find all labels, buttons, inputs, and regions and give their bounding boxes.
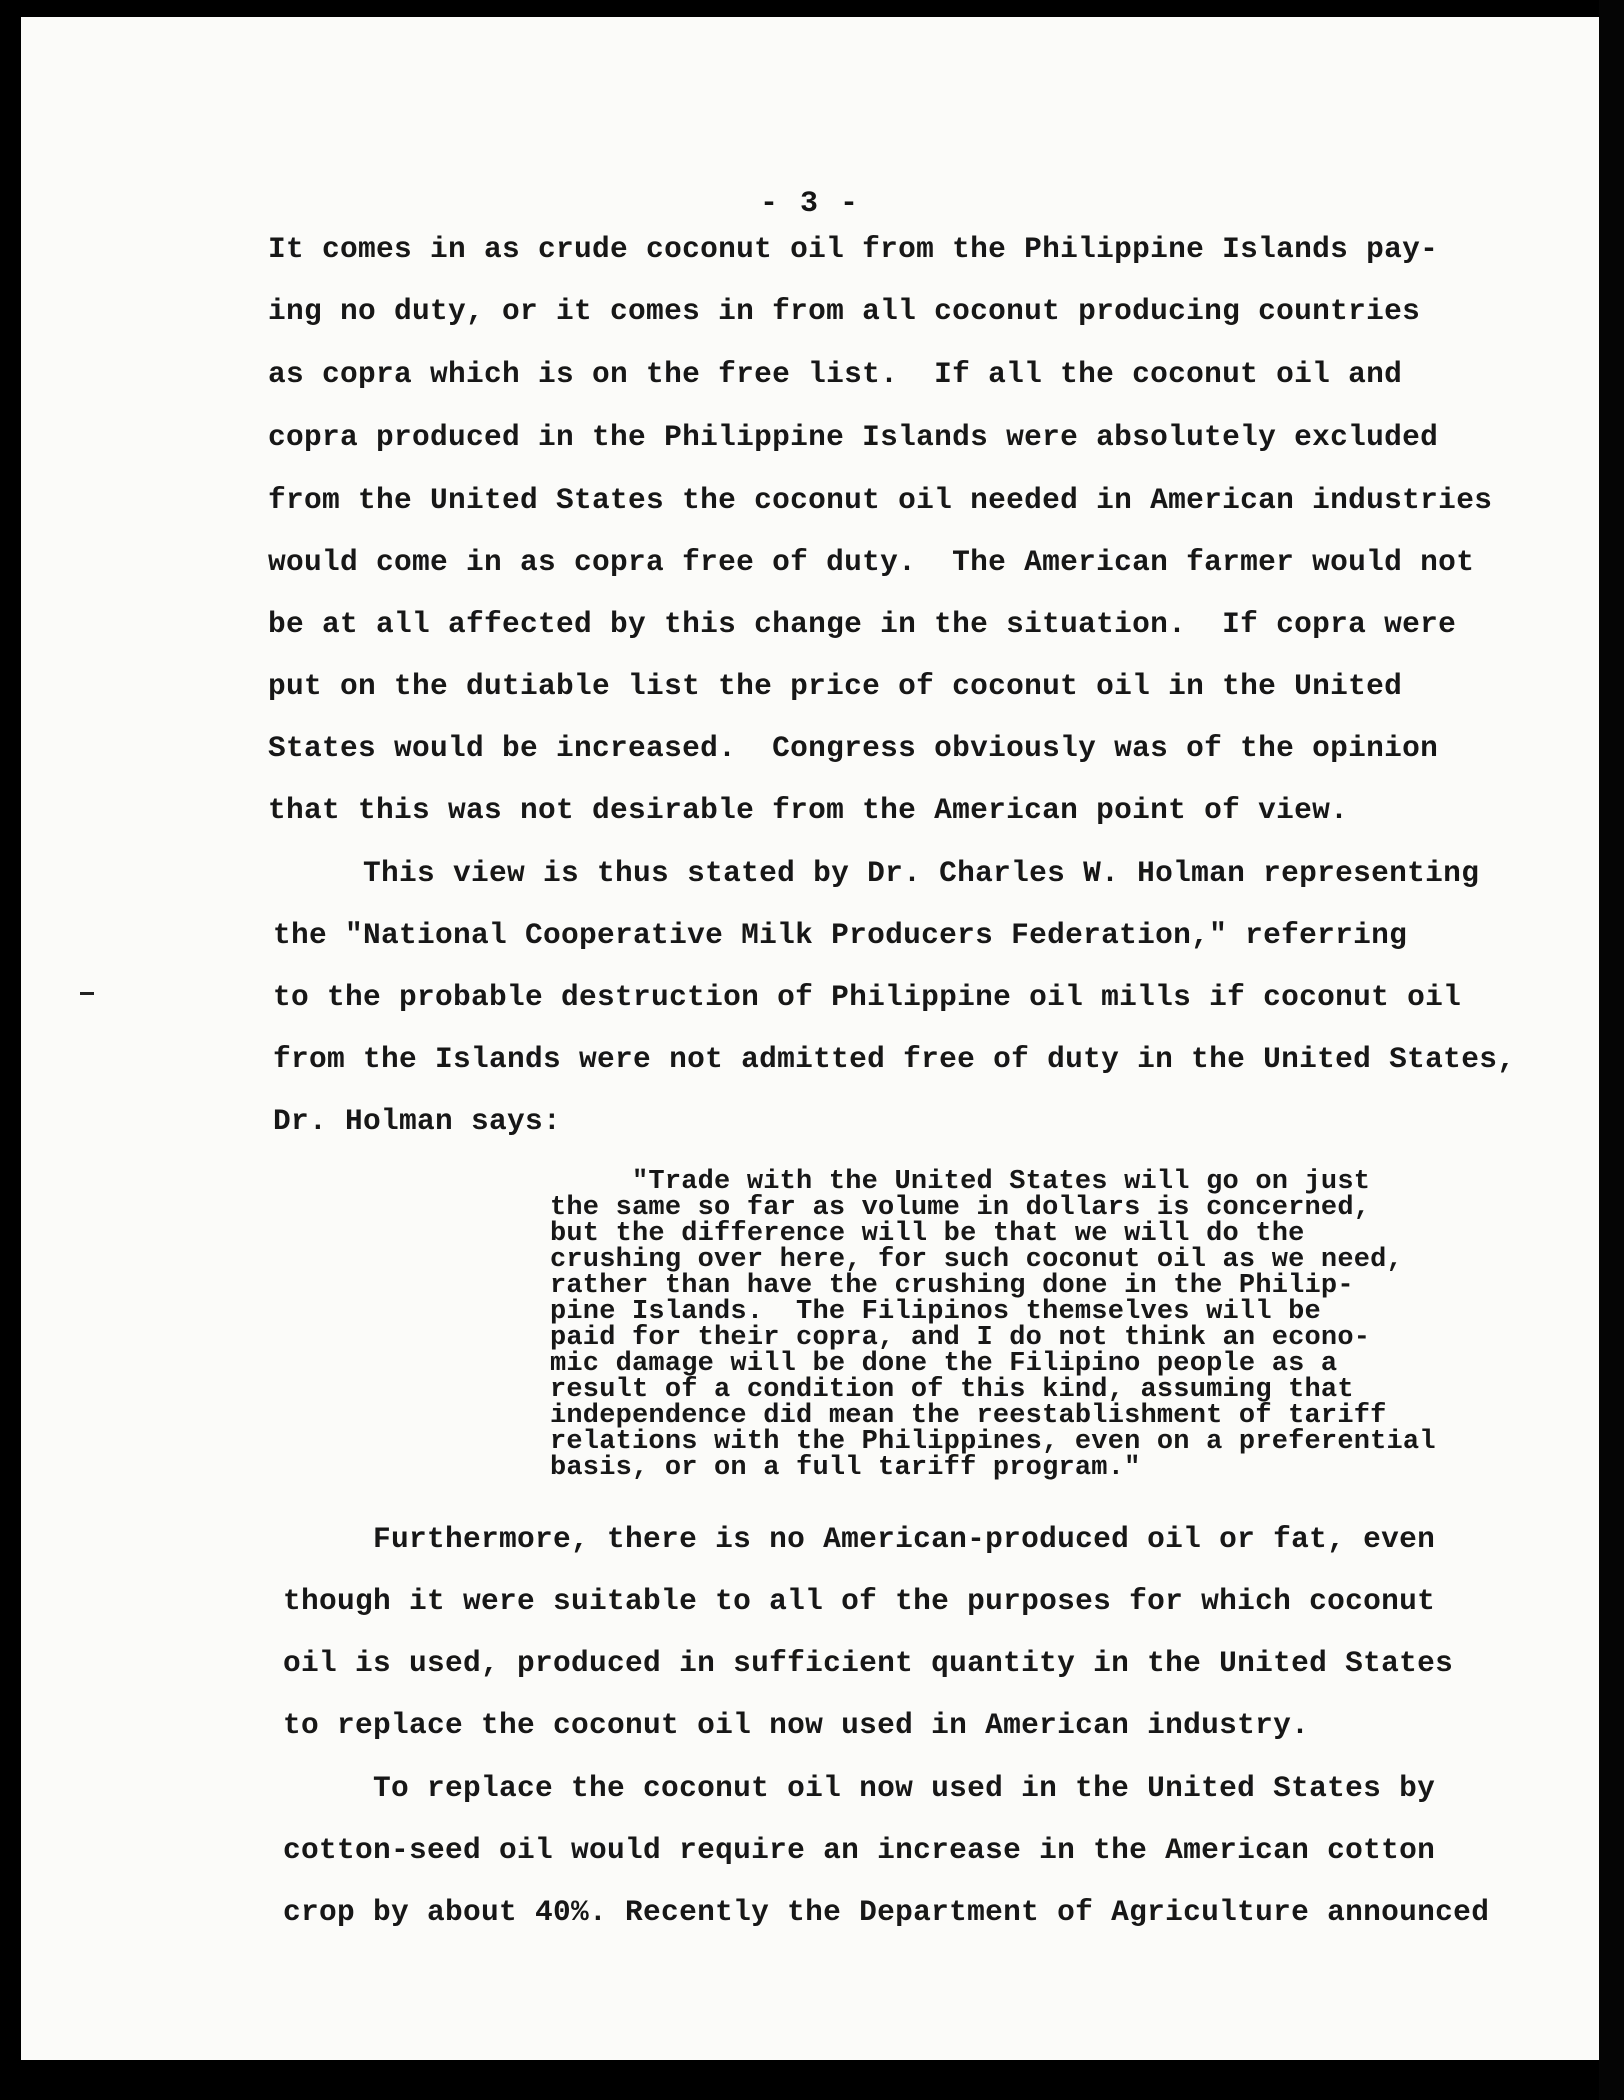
- body-line: It comes in as crude coconut oil from the Philippine Islands pay-: [268, 232, 1439, 266]
- quote-line: pine Islands. The Filipinos themselves will be: [550, 1297, 1321, 1327]
- body-line: States would be increased. Congress obviously was of the opinion: [268, 731, 1439, 765]
- body-line: To replace the coconut oil now used in the United States by: [283, 1771, 1436, 1805]
- quote-line: independence did mean the reestablishment of tariff: [550, 1401, 1387, 1431]
- quote-line: rather than have the crushing done in the Philip-: [550, 1271, 1354, 1301]
- quote-line: the same so far as volume in dollars is concerned,: [550, 1193, 1371, 1223]
- body-line: to replace the coconut oil now used in American industry.: [283, 1708, 1310, 1742]
- document-page: [21, 17, 1599, 2060]
- body-line: as copra which is on the free list. If all the coconut oil and: [268, 357, 1403, 391]
- margin-mark: [80, 992, 94, 995]
- body-line: the "National Cooperative Milk Producers Federation," referring: [273, 918, 1408, 952]
- body-line: would come in as copra free of duty. The American farmer would not: [268, 545, 1475, 579]
- quote-line: result of a condition of this kind, assuming that: [550, 1375, 1354, 1405]
- body-line: from the Islands were not admitted free of duty in the United States,: [273, 1042, 1516, 1076]
- body-line: Furthermore, there is no American-produced oil or fat, even: [283, 1522, 1436, 1556]
- quote-line: relations with the Philippines, even on a preferential: [550, 1427, 1436, 1457]
- quote-line: crushing over here, for such coconut oil as we need,: [550, 1245, 1403, 1275]
- body-line: ing no duty, or it comes in from all coconut producing countries: [268, 294, 1421, 328]
- body-line: Dr. Holman says:: [273, 1104, 562, 1138]
- body-line: cotton-seed oil would require an increase in the American cotton: [283, 1833, 1436, 1867]
- body-line: put on the dutiable list the price of coconut oil in the United: [268, 669, 1403, 703]
- body-line: though it were suitable to all of the purposes for which coconut: [283, 1584, 1436, 1618]
- quote-line: but the difference will be that we will do the: [550, 1219, 1305, 1249]
- body-line: copra produced in the Philippine Islands were absolutely excluded: [268, 420, 1439, 454]
- scan-edge: [1599, 0, 1624, 2100]
- body-line: This view is thus stated by Dr. Charles W. Holman representing: [273, 856, 1480, 890]
- body-line: oil is used, produced in sufficient quantity in the United States: [283, 1646, 1454, 1680]
- body-line: that this was not desirable from the American point of view.: [268, 793, 1349, 827]
- quote-line: basis, or on a full tariff program.": [550, 1453, 1141, 1483]
- body-line: to the probable destruction of Philippine oil mills if coconut oil: [273, 980, 1462, 1014]
- body-line: crop by about 40%. Recently the Department of Agriculture announced: [283, 1895, 1490, 1929]
- quote-line: mic damage will be done the Filipino people as a: [550, 1349, 1338, 1379]
- body-line: be at all affected by this change in the situation. If copra were: [268, 607, 1457, 641]
- page-number: - 3 -: [759, 187, 860, 221]
- body-line: from the United States the coconut oil needed in American industries: [268, 483, 1493, 517]
- quote-line: paid for their copra, and I do not think an econo-: [550, 1323, 1371, 1353]
- quote-line: "Trade with the United States will go on just: [550, 1167, 1371, 1197]
